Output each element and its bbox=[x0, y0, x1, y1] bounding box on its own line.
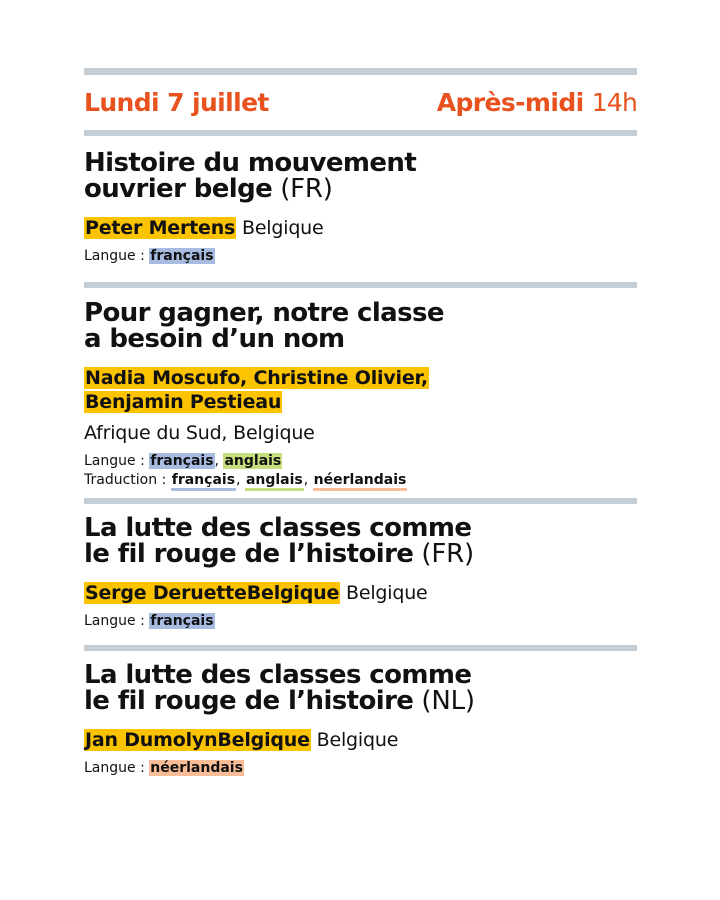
language-label: Langue : bbox=[84, 613, 150, 629]
language-tag: (FR) bbox=[413, 539, 474, 569]
title-line: Pour gagner, notre classe bbox=[84, 298, 444, 328]
divider bbox=[84, 68, 637, 75]
title-line: a besoin d’un nom bbox=[84, 324, 345, 354]
title-line: La lutte des classes comme bbox=[84, 660, 472, 690]
language-neerlandais: néerlandais bbox=[150, 760, 243, 776]
speaker-names: Nadia Moscufo, Christine Olivier, bbox=[85, 367, 428, 389]
language-label: Langue : bbox=[84, 453, 150, 469]
country: Afrique du Sud, Belgique bbox=[84, 422, 315, 444]
day-date: Lundi 7 juillet bbox=[84, 88, 269, 117]
time-slot bbox=[437, 88, 637, 117]
language-line bbox=[84, 247, 637, 266]
translation-line bbox=[84, 471, 637, 490]
country: Belgique bbox=[340, 582, 428, 604]
speaker-names: Jan DumolynBelgique bbox=[85, 729, 310, 751]
session-title bbox=[84, 662, 637, 714]
session-title bbox=[84, 515, 637, 567]
period-label: Après-midi bbox=[436, 88, 584, 117]
session-1 bbox=[84, 136, 637, 282]
language-tag: (NL) bbox=[413, 686, 475, 716]
language-label: Langue : bbox=[84, 760, 150, 776]
language-francais: français bbox=[150, 613, 214, 629]
translation-anglais: anglais bbox=[245, 472, 304, 491]
speakers bbox=[84, 728, 637, 752]
speaker-names: Benjamin Pestieau bbox=[85, 391, 282, 413]
translation-neerlandais: néerlandais bbox=[313, 472, 408, 491]
language-anglais: anglais bbox=[224, 453, 282, 469]
schedule bbox=[84, 68, 637, 792]
speakers bbox=[84, 216, 637, 240]
session-2 bbox=[84, 288, 637, 498]
translation-label: Traduction : bbox=[84, 472, 171, 488]
session-title bbox=[84, 300, 637, 352]
country: Belgique bbox=[310, 729, 399, 751]
language-line bbox=[84, 612, 637, 631]
session-title bbox=[84, 150, 637, 202]
separator: , bbox=[303, 472, 313, 488]
speakers bbox=[84, 366, 637, 414]
title-line: Histoire du mouvement bbox=[84, 148, 417, 178]
session-3 bbox=[84, 504, 637, 645]
hour-label: 14h bbox=[591, 88, 637, 117]
country: Belgique bbox=[236, 217, 324, 239]
speakers bbox=[84, 581, 637, 605]
separator: , bbox=[214, 453, 224, 469]
title-line: ouvrier belge bbox=[84, 174, 273, 204]
language-tag: (FR) bbox=[272, 174, 333, 204]
title-line: le fil rouge de l’histoire bbox=[84, 686, 414, 716]
language-francais: français bbox=[150, 453, 214, 469]
translation-francais: français bbox=[171, 472, 236, 491]
schedule-header bbox=[84, 75, 637, 130]
language-line bbox=[84, 452, 637, 471]
speaker-names: Peter Mertens bbox=[85, 217, 236, 239]
separator: , bbox=[236, 472, 245, 488]
language-line bbox=[84, 759, 637, 778]
speaker-names: Serge DeruetteBelgique bbox=[85, 582, 340, 604]
title-line: La lutte des classes comme bbox=[84, 513, 472, 543]
title-line: le fil rouge de l’histoire bbox=[84, 539, 414, 569]
session-4 bbox=[84, 651, 637, 792]
language-label: Langue : bbox=[84, 248, 150, 264]
language-francais: français bbox=[150, 248, 214, 264]
